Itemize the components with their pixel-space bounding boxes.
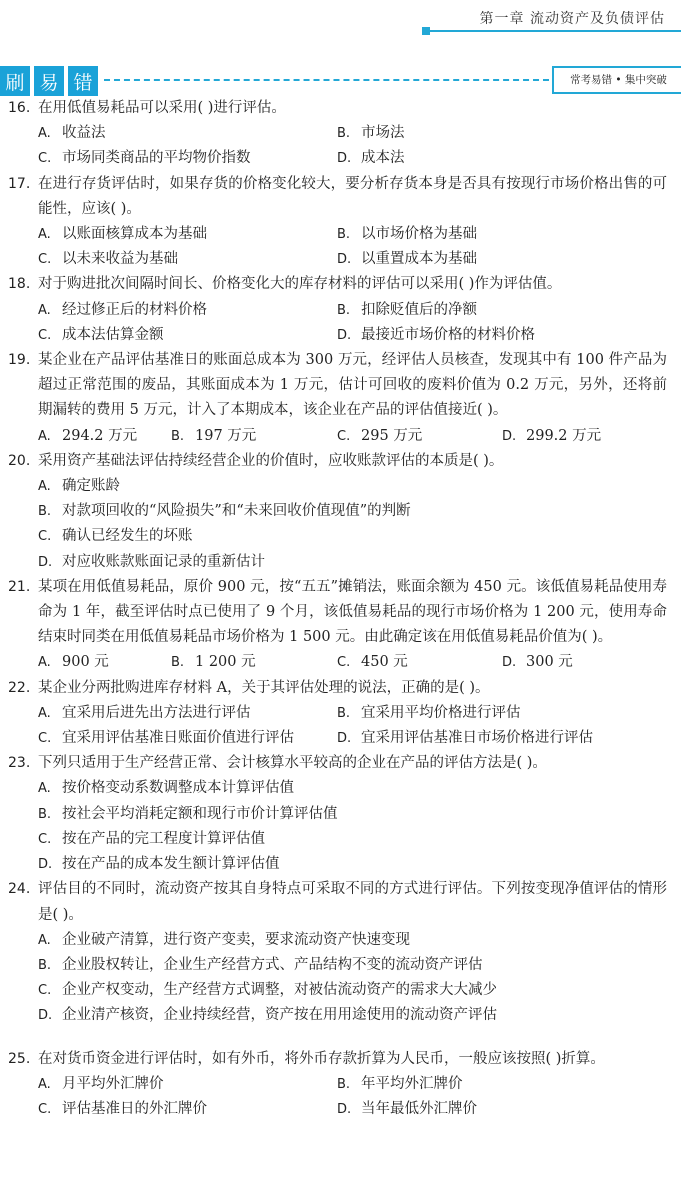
option-letter: C. (38, 529, 52, 545)
chapter-title: 第一章 流动资产及负债评估 (479, 11, 665, 27)
option-text: 按价格变动系数调整成本计算评估值 (62, 780, 294, 797)
answer-option (502, 650, 667, 675)
option-text: 197 万元 (195, 427, 257, 444)
option-letter: A. (38, 1076, 51, 1092)
question-stem: 某企业在产品评估基准日的账面总成本为 300 万元，经评估人员核查，发现其中有 100 件产品为超过正常范围的废品，其账面成本为 1 万元，估计可回收的废料价值为 0.2 万元，另外，还将前期漏转的费用 5 万元，计入了本期成本，该企业在产品的评估值接近( )。 (38, 352, 667, 419)
option-text: 扣除贬值后的净额 (361, 301, 477, 318)
answer-option (38, 726, 337, 751)
answer-options (38, 121, 681, 171)
option-letter: D. (337, 252, 352, 268)
answer-option (171, 424, 337, 449)
option-text: 当年最低外汇牌价 (361, 1100, 477, 1117)
option-text: 企业股权转让，企业生产经营方式、产品结构不变的流动资产评估 (62, 956, 483, 973)
option-letter: B. (171, 428, 185, 444)
answer-option (38, 701, 337, 726)
option-text: 月平均外汇牌价 (62, 1075, 164, 1092)
header-rule (428, 30, 681, 32)
answer-options (38, 474, 681, 575)
question-item (0, 877, 681, 1028)
option-letter: C. (337, 655, 351, 671)
question-list (0, 96, 681, 1122)
answer-option (38, 146, 337, 171)
answer-option (38, 802, 658, 827)
answer-options (38, 424, 681, 449)
option-letter: C. (38, 731, 52, 747)
question-number: 21. (8, 578, 31, 595)
answer-option (38, 247, 337, 272)
answer-option (38, 978, 658, 1003)
option-text: 900 元 (62, 654, 109, 671)
option-text: 最接近市场价格的材料价格 (361, 326, 535, 343)
banner-tile: 易 (34, 66, 64, 96)
option-text: 450 元 (361, 654, 408, 671)
question-number: 22. (8, 679, 31, 696)
option-text: 以未来收益为基础 (62, 251, 178, 268)
question-number: 23. (8, 755, 31, 772)
option-letter: C. (38, 983, 52, 999)
answer-option (38, 323, 337, 348)
question-item (0, 1047, 681, 1123)
option-letter: B. (337, 1076, 351, 1092)
option-text: 按在产品的完工程度计算评估值 (62, 830, 265, 847)
banner-tag: 常考易错 • 集中突破 (552, 66, 681, 94)
answer-option (38, 953, 658, 978)
option-letter: D. (337, 1101, 352, 1117)
answer-option (337, 726, 636, 751)
answer-option (337, 121, 636, 146)
answer-options (38, 701, 681, 751)
question-gap (0, 1029, 681, 1047)
option-text: 对应收账款账面记录的重新估计 (62, 553, 265, 570)
option-letter: B. (171, 655, 185, 671)
answer-options (38, 650, 681, 675)
question-item (0, 449, 681, 575)
option-text: 以账面核算成本为基础 (62, 226, 207, 243)
banner-dashed-rule (104, 79, 549, 81)
answer-option (337, 650, 502, 675)
answer-option (38, 474, 658, 499)
option-text: 295 万元 (361, 427, 423, 444)
answer-option (38, 121, 337, 146)
question-item (0, 96, 681, 172)
option-letter: A. (38, 227, 51, 243)
option-letter: D. (337, 151, 352, 167)
answer-option (337, 701, 636, 726)
option-text: 评估基准日的外汇牌价 (62, 1100, 207, 1117)
option-text: 对款项回收的“风险损失”和“未来回收价值现值”的判断 (62, 503, 411, 520)
banner-tile: 刷 (0, 66, 30, 96)
option-text: 企业产权变动，生产经营方式调整，对被估流动资产的需求大大减少 (62, 982, 497, 999)
option-letter: C. (38, 151, 52, 167)
page-header (0, 0, 681, 40)
answer-option (337, 298, 636, 323)
answer-options (38, 222, 681, 272)
question-number: 24. (8, 881, 31, 898)
answer-option (337, 323, 636, 348)
answer-option (38, 424, 171, 449)
answer-options (38, 1072, 681, 1122)
option-letter: A. (38, 932, 51, 948)
option-text: 宜采用后进先出方法进行评估 (62, 704, 251, 721)
option-text: 企业破产清算，进行资产变卖，要求流动资产快速变现 (62, 931, 410, 948)
option-text: 市场同类商品的平均物价指数 (62, 150, 251, 167)
option-text: 以市场价格为基础 (361, 226, 477, 243)
option-text: 1 200 元 (195, 654, 256, 671)
option-text: 宜采用评估基准日市场价格进行评估 (361, 730, 593, 747)
banner-tiles (0, 66, 98, 96)
option-letter: B. (337, 227, 351, 243)
question-number: 16. (8, 100, 31, 116)
section-banner (0, 66, 681, 96)
question-stem: 某项在用低值易耗品，原价 900 元，按“五五”摊销法，账面余额为 450 元。该低值易耗品使用寿命为 1 年，截至评估时点已使用了 9 个月，该低值易耗品的现行市场价格为 1 200 元，使用寿命结束时同类在用低值易耗品市场价格为 1 500 元。由此确定该在用低值易耗品价值为( )。 (38, 578, 667, 646)
option-letter: B. (38, 806, 52, 822)
option-letter: D. (38, 1008, 53, 1024)
answer-option (337, 424, 502, 449)
banner-tile: 错 (68, 66, 98, 96)
option-letter: C. (38, 252, 52, 268)
answer-option (38, 524, 658, 549)
option-text: 年平均外汇牌价 (361, 1075, 463, 1092)
option-text: 294.2 万元 (62, 427, 138, 444)
answer-option (171, 650, 337, 675)
option-letter: D. (502, 655, 517, 671)
question-stem: 某企业分两批购进库存材料 A，关于其评估处理的说法，正确的是( )。 (38, 679, 490, 696)
option-letter: A. (38, 126, 51, 142)
question-stem: 下列只适用于生产经营正常、会计核算水平较高的企业在产品的评估方法是( )。 (38, 755, 547, 772)
question-item (0, 676, 681, 752)
option-letter: D. (337, 327, 352, 343)
answer-option (38, 1072, 337, 1097)
answer-option (337, 1072, 636, 1097)
option-letter: C. (38, 831, 52, 847)
answer-options (38, 928, 681, 1029)
option-letter: D. (337, 731, 352, 747)
answer-option (337, 146, 636, 171)
answer-option (337, 1097, 636, 1122)
option-letter: B. (337, 302, 351, 318)
question-number: 20. (8, 452, 31, 469)
answer-option (38, 776, 658, 801)
option-letter: A. (38, 479, 51, 495)
question-number: 18. (8, 276, 31, 293)
question-item (0, 172, 681, 273)
question-item (0, 272, 681, 348)
question-stem: 评估目的不同时，流动资产按其自身特点可采取不同的方式进行评估。下列按变现净值评估的情形是( )。 (38, 881, 667, 923)
option-text: 市场法 (361, 125, 405, 142)
question-stem: 采用资产基础法评估持续经营企业的价值时，应收账款评估的本质是( )。 (38, 452, 504, 469)
answer-option (337, 222, 636, 247)
answer-options (38, 298, 681, 348)
answer-option (337, 247, 636, 272)
option-letter: A. (38, 781, 51, 797)
answer-option (38, 298, 337, 323)
option-letter: C. (38, 327, 52, 343)
option-text: 确认已经发生的坏账 (62, 528, 193, 545)
option-letter: A. (38, 302, 51, 318)
option-text: 按社会平均消耗定额和现行市价计算评估值 (62, 805, 338, 822)
option-text: 宜采用平均价格进行评估 (361, 704, 521, 721)
option-text: 收益法 (62, 125, 106, 142)
question-stem: 对于购进批次间隔时间长、价格变化大的库存材料的评估可以采用( )作为评估值。 (38, 276, 562, 293)
answer-option (38, 928, 658, 953)
question-stem: 在用低值易耗品可以采用( )进行评估。 (38, 100, 286, 116)
option-letter: C. (38, 1101, 52, 1117)
option-text: 300 元 (526, 654, 573, 671)
question-item (0, 751, 681, 877)
question-stem: 在进行存货评估时，如果存货的价格变化较大，要分析存货本身是否具有按现行市场价格出售的可能性，应该( )。 (38, 175, 667, 217)
answer-option (38, 650, 171, 675)
option-text: 确定账龄 (62, 478, 120, 495)
option-text: 宜采用评估基准日账面价值进行评估 (62, 730, 294, 747)
answer-option (38, 550, 658, 575)
option-text: 经过修正后的材料价格 (62, 301, 207, 318)
option-letter: A. (38, 428, 51, 444)
question-item (0, 348, 681, 449)
option-letter: C. (337, 428, 351, 444)
option-text: 以重置成本为基础 (361, 251, 477, 268)
answer-option (38, 827, 658, 852)
answer-options (38, 776, 681, 877)
option-letter: A. (38, 655, 51, 671)
question-number: 19. (8, 352, 31, 369)
question-number: 17. (8, 175, 31, 192)
answer-option (38, 1003, 658, 1028)
option-text: 成本法估算金额 (62, 326, 164, 343)
option-letter: B. (337, 705, 351, 721)
option-letter: A. (38, 705, 51, 721)
option-letter: B. (337, 126, 351, 142)
question-number: 25. (8, 1050, 31, 1067)
option-letter: B. (38, 504, 52, 520)
option-text: 成本法 (361, 150, 405, 167)
question-item (0, 575, 681, 676)
answer-option (38, 222, 337, 247)
option-text: 299.2 万元 (526, 427, 602, 444)
question-stem: 在对货币资金进行评估时，如有外币，将外币存款折算为人民币，一般应该按照( )折算。 (38, 1050, 605, 1067)
answer-option (38, 852, 658, 877)
option-letter: D. (38, 857, 53, 873)
option-letter: D. (38, 554, 53, 570)
option-text: 按在产品的成本发生额计算评估值 (62, 856, 280, 873)
option-letter: D. (502, 428, 517, 444)
answer-option (502, 424, 667, 449)
option-letter: B. (38, 957, 52, 973)
answer-option (38, 1097, 337, 1122)
answer-option (38, 499, 658, 524)
option-text: 企业清产核资，企业持续经营，资产按在用用途使用的流动资产评估 (62, 1007, 497, 1024)
